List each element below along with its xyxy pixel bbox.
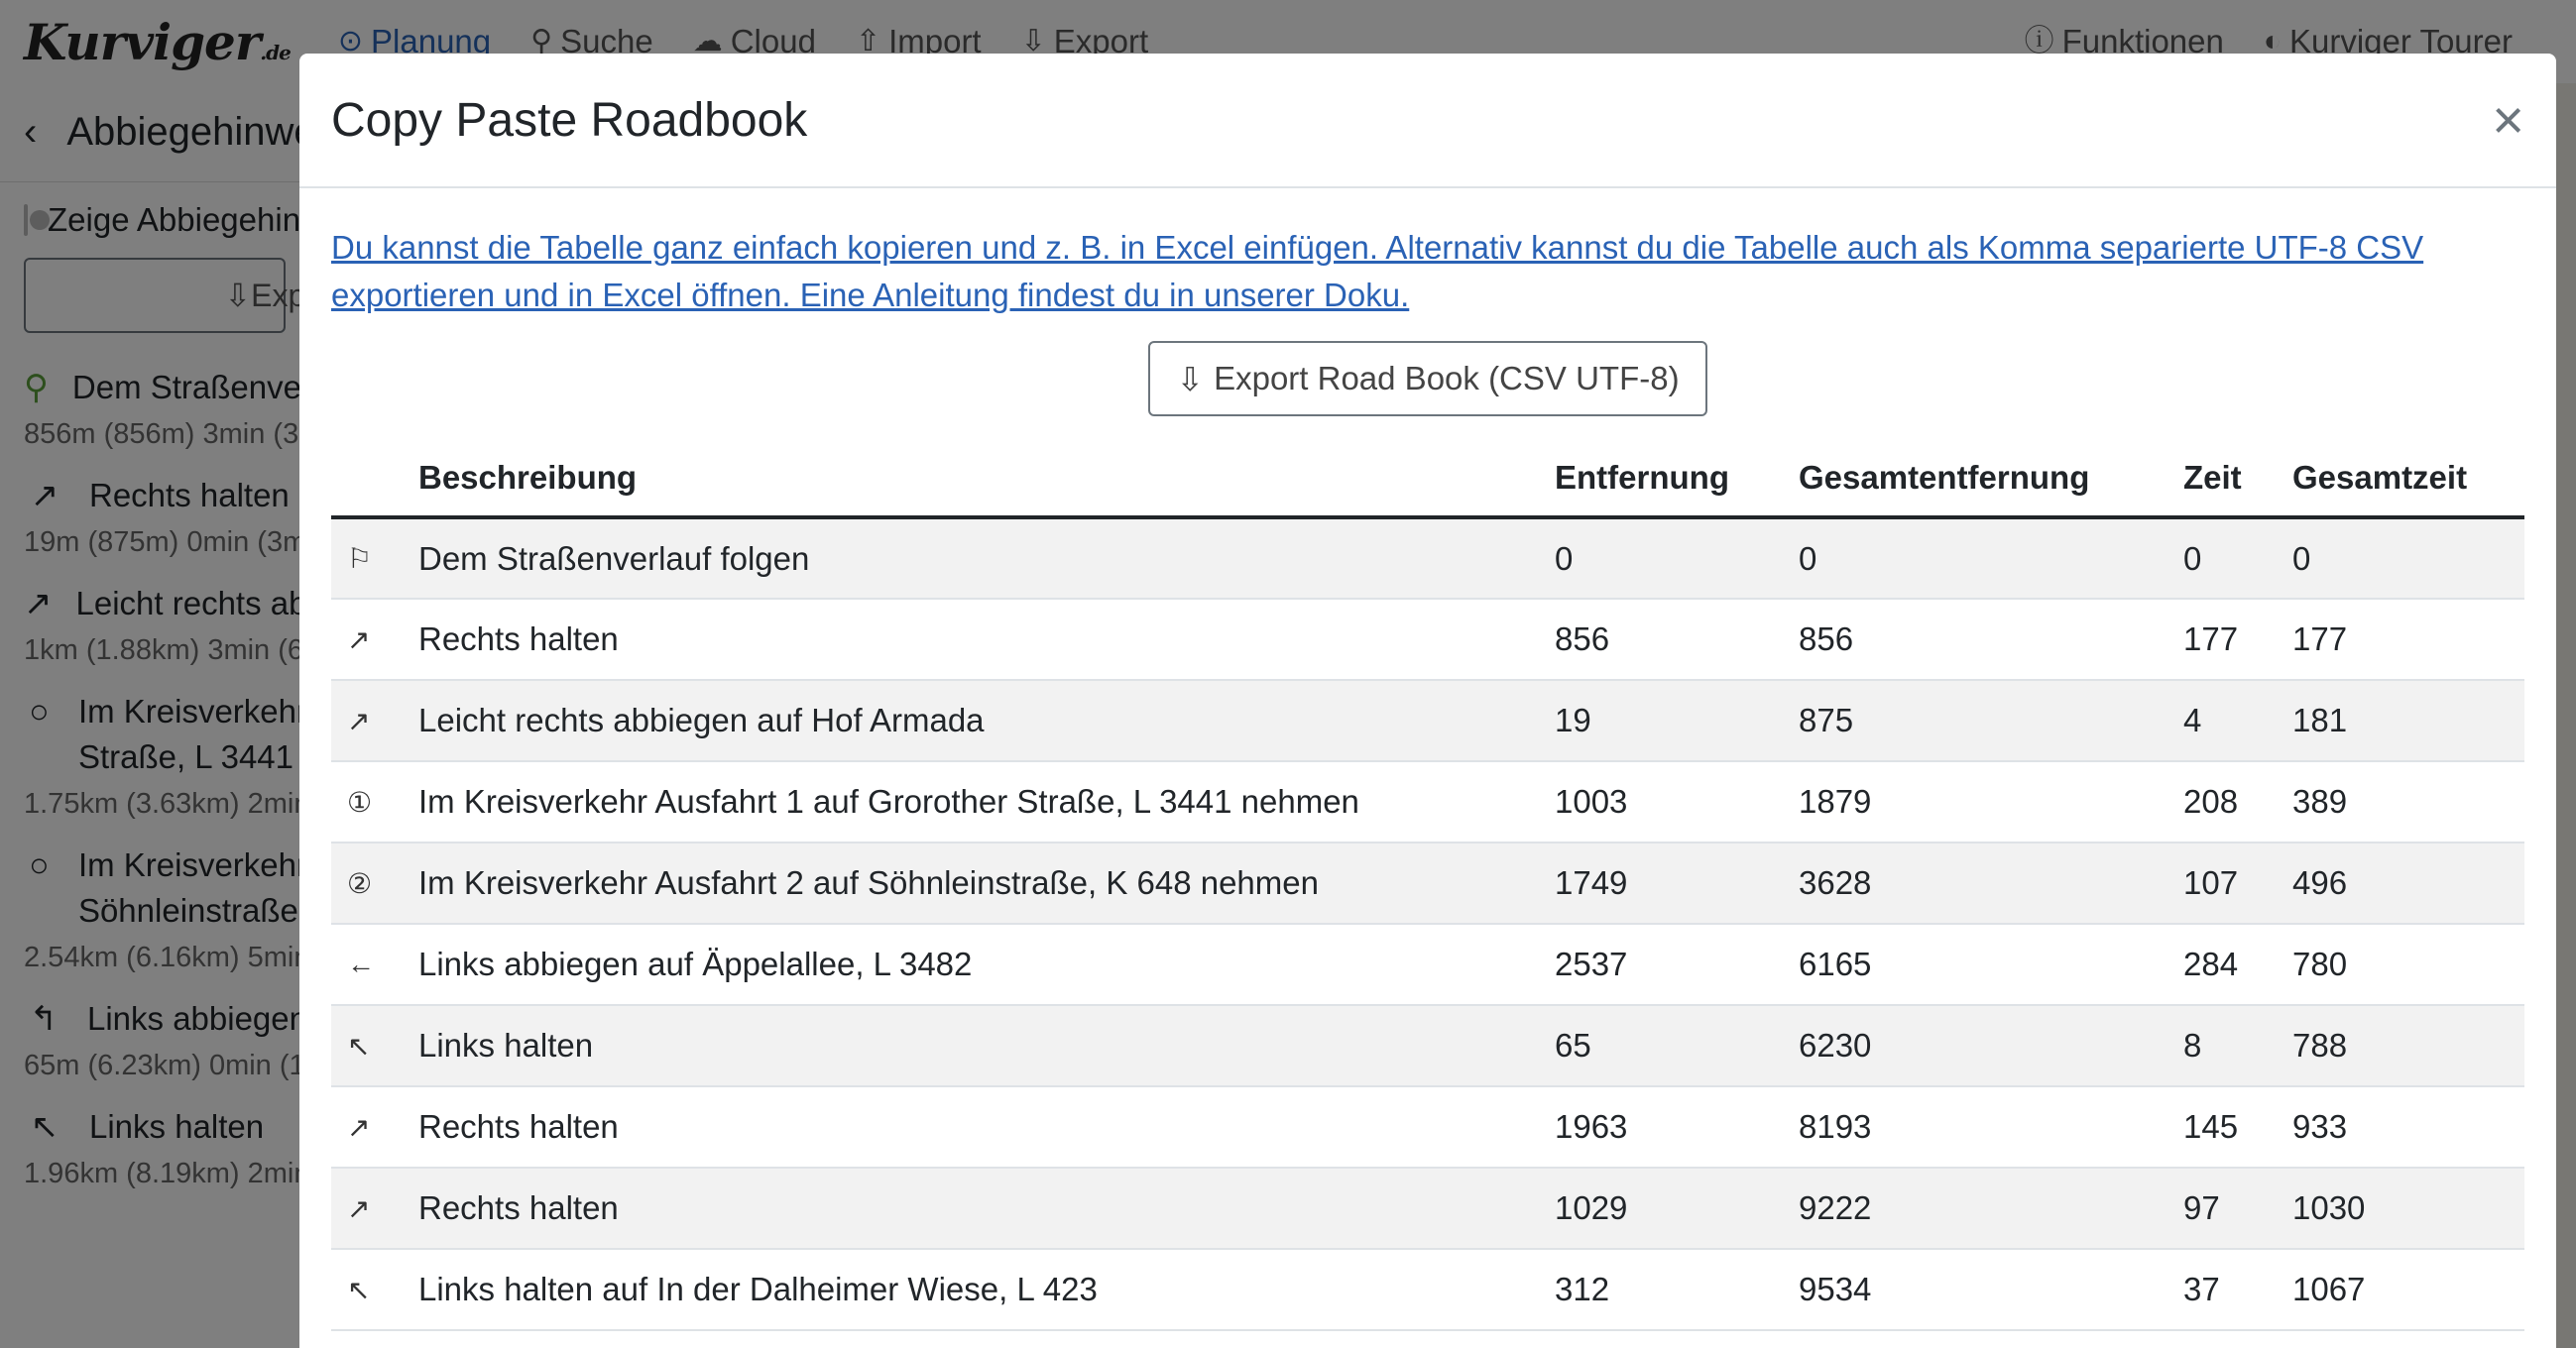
cell-description: Leicht rechts abbiegen auf Hof Armada xyxy=(418,680,1555,761)
table-row xyxy=(331,1005,2524,1086)
documentation-link[interactable]: Du kannst die Tabelle ganz einfach kopieren und z. B. in Excel einfügen. Alternativ kannst du die Tabelle auch als Komma separierte UTF-8 CSV exportieren und in Excel öffnen. Eine Anleitung findest du in unserer Doku. xyxy=(331,229,2424,313)
cell-distance: 312 xyxy=(1555,1249,1799,1330)
cell-time: 284 xyxy=(2183,924,2292,1005)
cell-total-distance: 1879 xyxy=(1799,761,2183,842)
cell-time: 208 xyxy=(2183,761,2292,842)
cell-distance: 65 xyxy=(1555,1005,1799,1086)
roadbook-modal xyxy=(299,54,2556,1348)
cell-time: 0 xyxy=(2183,517,2292,599)
cell-total-distance: 8193 xyxy=(1799,1086,2183,1168)
cell-total-time: 1030 xyxy=(2292,1168,2524,1249)
cell-distance: 19 xyxy=(1555,680,1799,761)
cell-total-distance: 3628 xyxy=(1799,842,2183,924)
cell-description: Links abbiegen auf Äppelallee, L 3482 xyxy=(418,924,1555,1005)
cell-total-time: 177 xyxy=(2292,599,2524,680)
header-entfernung: Entfernung xyxy=(1555,440,1799,517)
cell-total-time: 181 xyxy=(2292,680,2524,761)
cell-time: 37 xyxy=(2183,1249,2292,1330)
cell-total-time: 933 xyxy=(2292,1086,2524,1168)
cell-time: 145 xyxy=(2183,1086,2292,1168)
keep-left-icon: ↖ xyxy=(331,1005,418,1086)
cell-time: 97 xyxy=(2183,1168,2292,1249)
cell-description: Rechts halten xyxy=(418,1168,1555,1249)
cell-time: 8 xyxy=(2183,1005,2292,1086)
roundabout-exit-2-icon: ② xyxy=(331,842,418,924)
cell-total-time: 788 xyxy=(2292,1005,2524,1086)
table-row xyxy=(331,924,2524,1005)
cell-description: Dem Straßenverlauf folgen xyxy=(418,517,1555,599)
cell-distance: 856 xyxy=(1555,599,1799,680)
table-row xyxy=(331,517,2524,599)
modal-header xyxy=(299,54,2556,188)
cell-total-distance: 6230 xyxy=(1799,1005,2183,1086)
cell-distance: 0 xyxy=(1555,517,1799,599)
header-beschreibung: Beschreibung xyxy=(418,440,1555,517)
cell-description: Rechts halten xyxy=(418,599,1555,680)
keep-right-icon: ↗ xyxy=(331,599,418,680)
cell-time: 4 xyxy=(2183,680,2292,761)
cell-distance: 1963 xyxy=(1555,1086,1799,1168)
cell-description: Links halten auf In der Dalheimer Wiese, L 423 xyxy=(418,1249,1555,1330)
header-gesamtentfernung: Gesamtentfernung xyxy=(1799,440,2183,517)
cell-total-time: 496 xyxy=(2292,842,2524,924)
roundabout-exit-1-icon: ① xyxy=(331,761,418,842)
header-zeit: Zeit xyxy=(2183,440,2292,517)
table-row xyxy=(331,1086,2524,1168)
table-header-row xyxy=(331,440,2524,517)
cell-time: 177 xyxy=(2183,599,2292,680)
cell-distance: 1749 xyxy=(1555,842,1799,924)
table-row xyxy=(331,1249,2524,1330)
cell-description: Im Kreisverkehr Ausfahrt 2 auf Söhnleinstraße, K 648 nehmen xyxy=(418,842,1555,924)
keep-left-icon: ↖ xyxy=(331,1249,418,1330)
table-row xyxy=(331,1168,2524,1249)
close-icon[interactable]: × xyxy=(2492,88,2524,151)
cell-time: 107 xyxy=(2183,842,2292,924)
cell-total-time: 1067 xyxy=(2292,1249,2524,1330)
cell-total-distance: 856 xyxy=(1799,599,2183,680)
cell-total-distance: 0 xyxy=(1799,517,2183,599)
keep-right-icon: ↗ xyxy=(331,1086,418,1168)
cell-total-time: 780 xyxy=(2292,924,2524,1005)
export-button-wrap xyxy=(331,341,2524,416)
cell-distance: 2537 xyxy=(1555,924,1799,1005)
export-csv-label: Export Road Book (CSV UTF-8) xyxy=(1214,360,1680,396)
turn-left-icon: ← xyxy=(331,924,418,1005)
roadbook-table xyxy=(331,440,2524,1331)
table-row xyxy=(331,680,2524,761)
cell-total-time: 0 xyxy=(2292,517,2524,599)
cell-total-time: 389 xyxy=(2292,761,2524,842)
header-icon xyxy=(331,440,418,517)
cell-total-distance: 9222 xyxy=(1799,1168,2183,1249)
modal-title: Copy Paste Roadbook xyxy=(331,93,808,147)
export-csv-button[interactable] xyxy=(1148,341,1706,416)
cell-description: Im Kreisverkehr Ausfahrt 1 auf Grorother Straße, L 3441 nehmen xyxy=(418,761,1555,842)
modal-body xyxy=(299,188,2556,1331)
keep-right-icon: ↗ xyxy=(331,1168,418,1249)
cell-description: Links halten xyxy=(418,1005,1555,1086)
cell-total-distance: 875 xyxy=(1799,680,2183,761)
download-icon: ⇩ xyxy=(1176,360,1205,397)
header-gesamtzeit: Gesamtzeit xyxy=(2292,440,2524,517)
cell-total-distance: 9534 xyxy=(1799,1249,2183,1330)
table-row xyxy=(331,599,2524,680)
cell-total-distance: 6165 xyxy=(1799,924,2183,1005)
cell-distance: 1029 xyxy=(1555,1168,1799,1249)
cell-description: Rechts halten xyxy=(418,1086,1555,1168)
cell-distance: 1003 xyxy=(1555,761,1799,842)
start-flag-icon: ⚐ xyxy=(331,517,418,599)
table-row xyxy=(331,842,2524,924)
table-row xyxy=(331,761,2524,842)
slight-right-icon: ↗ xyxy=(331,680,418,761)
